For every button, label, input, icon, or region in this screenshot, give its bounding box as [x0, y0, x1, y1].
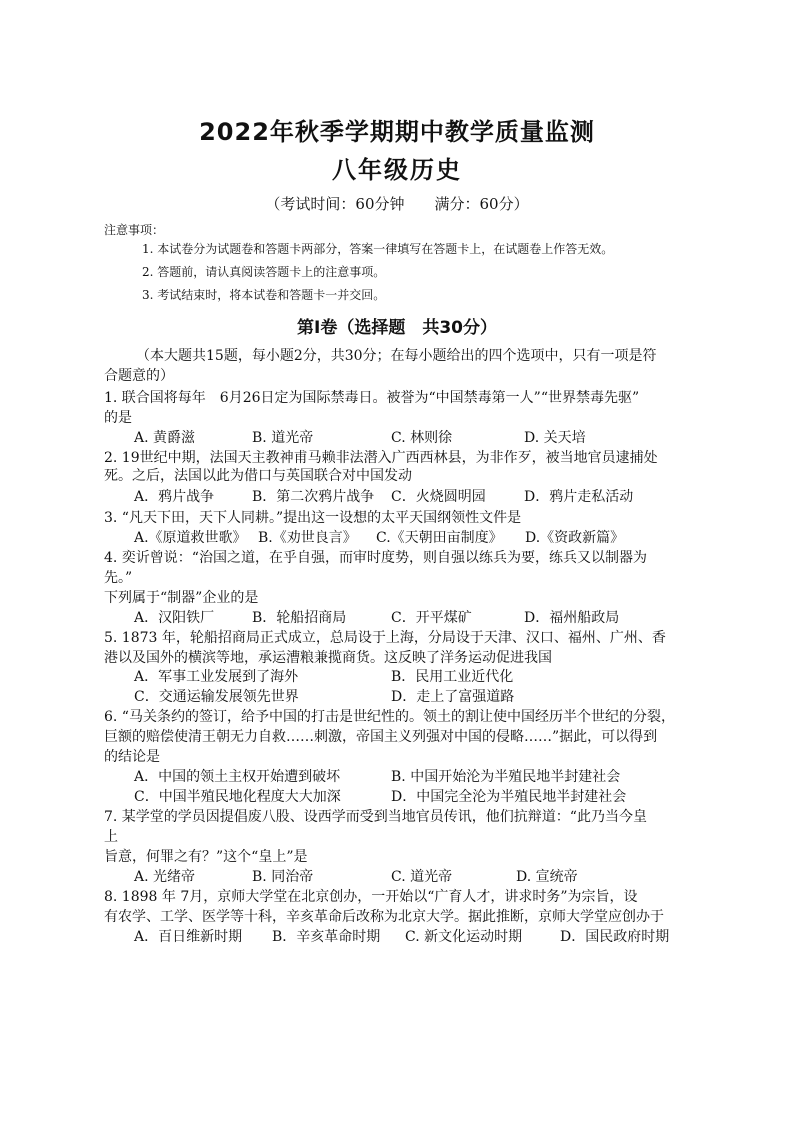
question-1-option-c[interactable]: C. 林则徐 — [391, 430, 453, 446]
question-4-stem: 4. 奕䜣曾说：“治国之道，在乎自强，而审时度势，则自强以练兵为要，练兵又以制器为 — [104, 550, 647, 566]
question-5-stem: 港以及国外的横滨等地，承运漕粮兼揽商货。这反映了洋务运动促进我国 — [104, 650, 552, 666]
question-6-stem: 巨额的赔偿使清王朝无力自救……刺激，帝国主义列强对中国的侵略……”据此，可以得到 — [104, 729, 658, 745]
question-2-option-b[interactable]: B．第二次鸦片战争 — [252, 489, 375, 505]
notice-heading: 注意事项： — [104, 223, 165, 237]
question-1-option-d[interactable]: D. 关天培 — [524, 430, 586, 446]
question-3-option-d[interactable]: D.《资政新篇》 — [525, 530, 625, 546]
question-5-option-c[interactable]: C．交通运输发展领先世界 — [134, 689, 299, 705]
question-7-option-c[interactable]: C. 道光帝 — [391, 869, 453, 885]
question-6-option-d[interactable]: D．中国完全沦为半殖民地半封建社会 — [391, 789, 627, 805]
question-6-option-a[interactable]: A．中国的领土主权开始遭到破坏 — [134, 769, 341, 785]
question-7-stem: 上 — [104, 829, 118, 845]
question-4-stem: 先。” — [104, 570, 133, 586]
question-1-option-a[interactable]: A. 黄爵滋 — [134, 430, 196, 446]
question-2-option-d[interactable]: D．鸦片走私活动 — [524, 489, 634, 505]
question-7-stem: 旨意，何罪之有？”这个“皇上”是 — [104, 849, 308, 865]
question-2-option-a[interactable]: A．鸦片战争 — [134, 489, 215, 505]
exam-title: 2022年秋季学期期中教学质量监测 — [199, 118, 595, 146]
question-6-stem: 的结论是 — [104, 749, 160, 765]
question-4-option-a[interactable]: A．汉阳铁厂 — [134, 610, 215, 626]
notice-item: 1. 本试卷分为试题卷和答题卡两部分，答案一律填写在答题卡上，在试题卷上作答无效。 — [142, 242, 614, 256]
question-3-option-a[interactable]: A.《原道救世歌》 — [134, 530, 247, 546]
question-1-stem: 的是 — [104, 410, 132, 426]
question-8-option-c[interactable]: C. 新文化运动时期 — [405, 929, 523, 945]
question-8-stem: 8. 1898 年 7月，京师大学堂在北京创办，一开始以“广育人才，讲求时务”为宗旨，设 — [104, 889, 638, 905]
question-4-option-c[interactable]: C．开平煤矿 — [391, 610, 472, 626]
question-3-option-c[interactable]: C.《天朝田亩制度》 — [376, 530, 503, 546]
notice-item: 2. 答题前，请认真阅读答题卡上的注意事项。 — [142, 265, 386, 279]
question-7-option-a[interactable]: A. 光绪帝 — [134, 869, 196, 885]
question-8-stem: 有农学、工学、医学等十科，辛亥革命后改称为北京大学。据此推断，京师大学堂应创办于 — [104, 909, 664, 925]
notice-item: 3. 考试结束时，将本试卷和答题卡一并交回。 — [142, 288, 386, 302]
question-8-option-b[interactable]: B．辛亥革命时期 — [272, 929, 381, 945]
question-5-stem: 5. 1873 年，轮船招商局正式成立，总局设于上海，分局设于天津、汉口、福州、广州、香 — [104, 630, 666, 646]
section-instruction: （本大题共15题，每小题2分，共30分；在每小题给出的四个选项中，只有一项是符 — [136, 348, 657, 364]
section-title: 第Ⅰ卷（选择题 共30分） — [297, 318, 497, 338]
question-7-option-d[interactable]: D. 宣统帝 — [516, 869, 578, 885]
question-6-option-c[interactable]: C．中国半殖民地化程度大大加深 — [134, 789, 341, 805]
question-4-option-b[interactable]: B．轮船招商局 — [252, 610, 347, 626]
exam-subject: 八年级历史 — [332, 156, 462, 184]
question-6-option-b[interactable]: B. 中国开始沦为半殖民地半封建社会 — [391, 769, 621, 785]
question-8-option-d[interactable]: D．国民政府时期 — [560, 929, 670, 945]
question-3-option-b[interactable]: B.《劝世良言》 — [258, 530, 357, 546]
exam-info: （考试时间：60分钟 满分：60分） — [265, 195, 529, 213]
question-5-option-a[interactable]: A．军事工业发展到了海外 — [134, 669, 299, 685]
question-4-option-d[interactable]: D．福州船政局 — [524, 610, 620, 626]
question-2-stem: 死。之后，法国以此为借口与英国联合对中国发动 — [104, 468, 412, 484]
question-1-option-b[interactable]: B. 道光帝 — [252, 430, 314, 446]
section-instruction: 合题意的） — [104, 368, 174, 384]
question-7-stem: 7. 某学堂的学员因提倡废八股、设西学而受到当地官员传讯，他们抗辩道：“此乃当今皇 — [104, 809, 647, 825]
question-6-stem: 6. “马关条约的签订，给予中国的打击是世纪性的。领土的割让使中国经历半个世纪的分裂， — [104, 709, 675, 725]
question-2-option-c[interactable]: C．火烧圆明园 — [391, 489, 486, 505]
question-4-stem: 下列属于“制器”企业的是 — [104, 590, 259, 606]
question-3-stem: 3. “凡天下田，天下人同耕。”提出这一设想的太平天国纲领性文件是 — [104, 510, 522, 526]
question-5-option-d[interactable]: D．走上了富强道路 — [391, 689, 515, 705]
question-2-stem: 2. 19世纪中期，法国天主教神甫马赖非法潜入广西西林县，为非作歹，被当地官员逮捕处 — [104, 450, 658, 466]
question-5-option-b[interactable]: B．民用工业近代化 — [391, 669, 514, 685]
question-1-stem: 1. 联合国将每年 6月26日定为国际禁毒日。被誉为“中国禁毒第一人”“世界禁毒先驱” — [104, 390, 640, 406]
question-7-option-b[interactable]: B. 同治帝 — [252, 869, 314, 885]
question-8-option-a[interactable]: A．百日维新时期 — [134, 929, 243, 945]
